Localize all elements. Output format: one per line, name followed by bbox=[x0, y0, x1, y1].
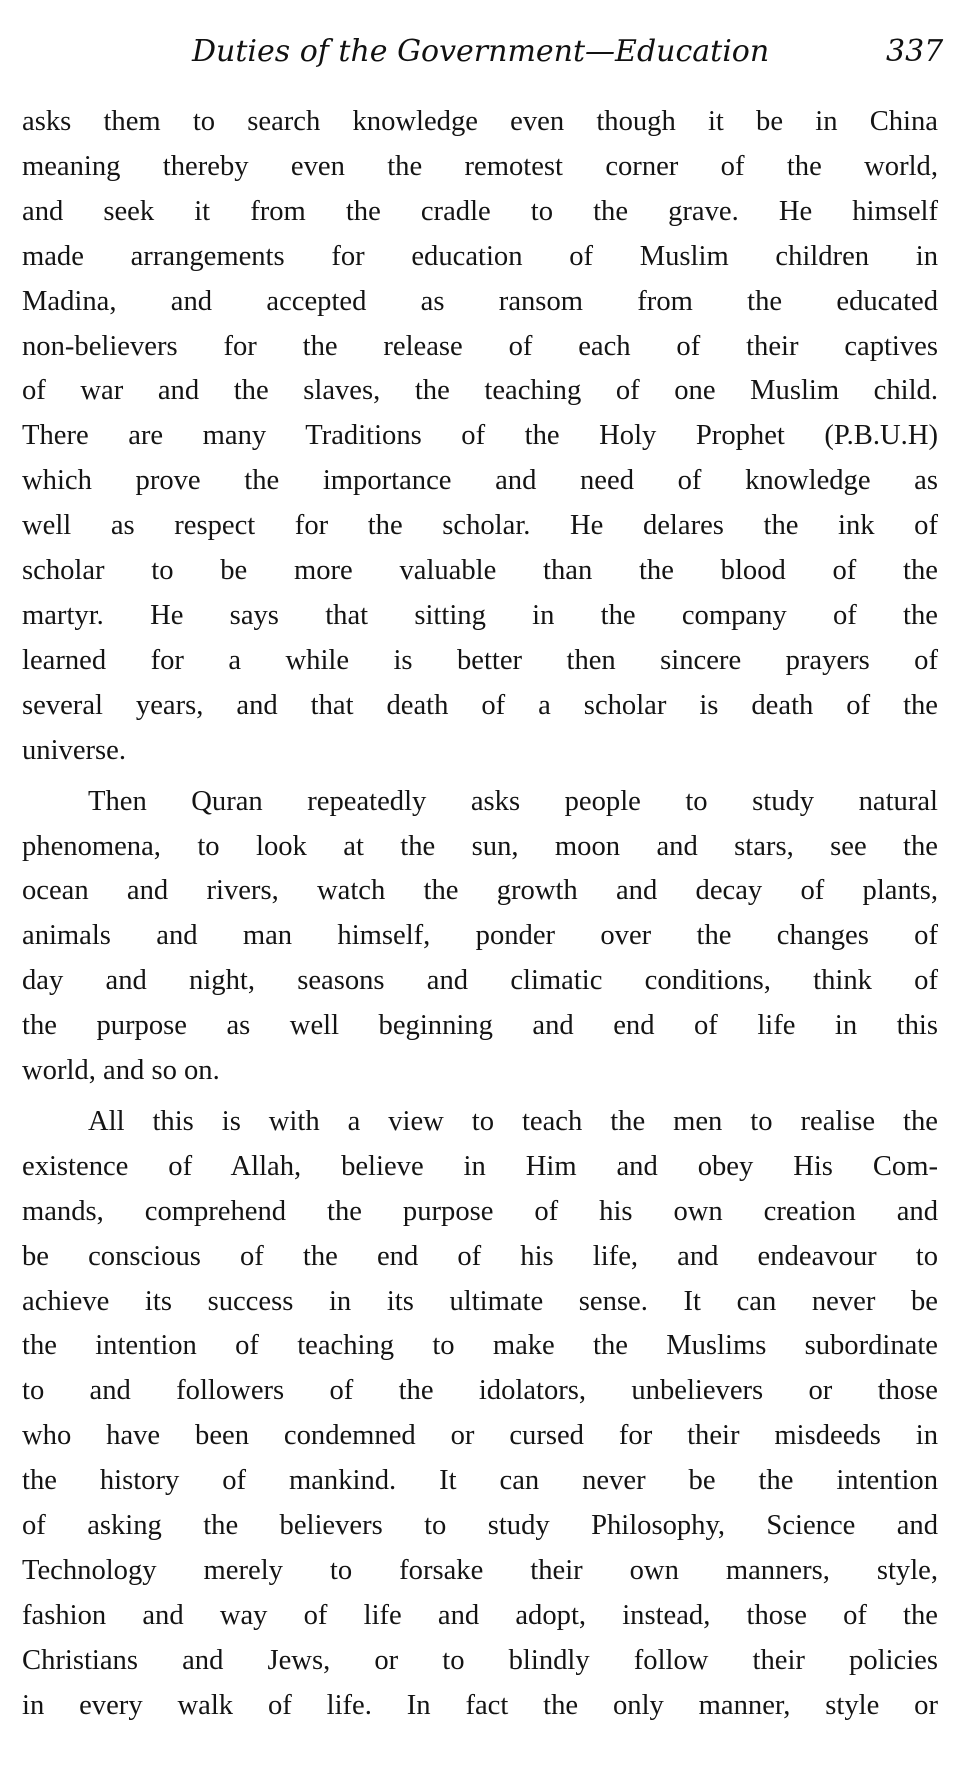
text-line: made arrangements for education of Muslim children in bbox=[22, 240, 938, 272]
text-line: All this is with a view to teach the men to realise the bbox=[88, 1105, 938, 1137]
body-text bbox=[22, 100, 938, 1729]
text-line: There are many Traditions of the Holy Prophet (P.B.U.H) bbox=[22, 420, 938, 452]
text-line: the intention of teaching to make the Muslims subordinate bbox=[22, 1330, 938, 1362]
text-line: Christians and Jews, or to blindly follow their policies bbox=[22, 1644, 938, 1676]
text-line: existence of Allah, believe in Him and obey His Com- bbox=[22, 1150, 938, 1182]
running-title: Duties of the Government—Education bbox=[192, 34, 770, 69]
text-line: well as respect for the scholar. He delares the ink of bbox=[22, 510, 938, 542]
text-line: the history of mankind. It can never be the intention bbox=[22, 1465, 938, 1497]
text-line: mands, comprehend the purpose of his own creation and bbox=[22, 1195, 938, 1227]
text-line: meaning thereby even the remotest corner of the world, bbox=[22, 150, 938, 182]
text-line: asks them to search knowledge even though it be in China bbox=[22, 106, 938, 137]
text-line: to and followers of the idolators, unbelievers or those bbox=[22, 1375, 938, 1407]
text-line: be conscious of the end of his life, and endeavour to bbox=[22, 1240, 938, 1272]
text-line: phenomena, to look at the sun, moon and stars, see the bbox=[22, 830, 938, 862]
text-line: the purpose as well beginning and end of life in this bbox=[22, 1010, 938, 1042]
page-number: 337 bbox=[886, 34, 944, 69]
text-line: Madina, and accepted as ransom from the educated bbox=[22, 285, 938, 317]
paragraph-1 bbox=[22, 100, 938, 774]
text-line: world, and so on. bbox=[22, 1055, 220, 1087]
text-line: in every walk of life. In fact the only manner, style or bbox=[22, 1689, 938, 1721]
text-line: of asking the believers to study Philosophy, Science and bbox=[22, 1510, 938, 1542]
text-line: several years, and that death of a scholar is death of the bbox=[22, 689, 938, 721]
text-line: fashion and way of life and adopt, instead, those of the bbox=[22, 1599, 938, 1631]
text-line: universe. bbox=[22, 734, 127, 766]
paragraph-2 bbox=[22, 780, 938, 1094]
text-line: scholar to be more valuable than the blood of the bbox=[22, 555, 938, 587]
text-line: which prove the importance and need of knowledge as bbox=[22, 465, 938, 497]
text-line: Technology merely to forsake their own manners, style, bbox=[22, 1555, 938, 1586]
page-header bbox=[0, 28, 960, 76]
text-line: of war and the slaves, the teaching of one Muslim child. bbox=[22, 375, 938, 407]
text-line: who have been condemned or cursed for their misdeeds in bbox=[22, 1420, 938, 1452]
text-line: and seek it from the cradle to the grave. He himself bbox=[22, 195, 938, 227]
text-line: learned for a while is better then sincere prayers of bbox=[22, 644, 938, 676]
text-line: ocean and rivers, watch the growth and decay of plants, bbox=[22, 875, 938, 907]
text-line: achieve its success in its ultimate sense. It can never be bbox=[22, 1285, 938, 1317]
text-line: animals and man himself, ponder over the changes of bbox=[22, 920, 938, 952]
text-line: martyr. He says that sitting in the company of the bbox=[22, 599, 938, 631]
text-line: non-believers for the release of each of their captives bbox=[22, 330, 938, 362]
paragraph-3 bbox=[22, 1100, 938, 1729]
text-line: day and night, seasons and climatic conditions, think of bbox=[22, 965, 938, 997]
text-line: Then Quran repeatedly asks people to study natural bbox=[88, 785, 938, 817]
